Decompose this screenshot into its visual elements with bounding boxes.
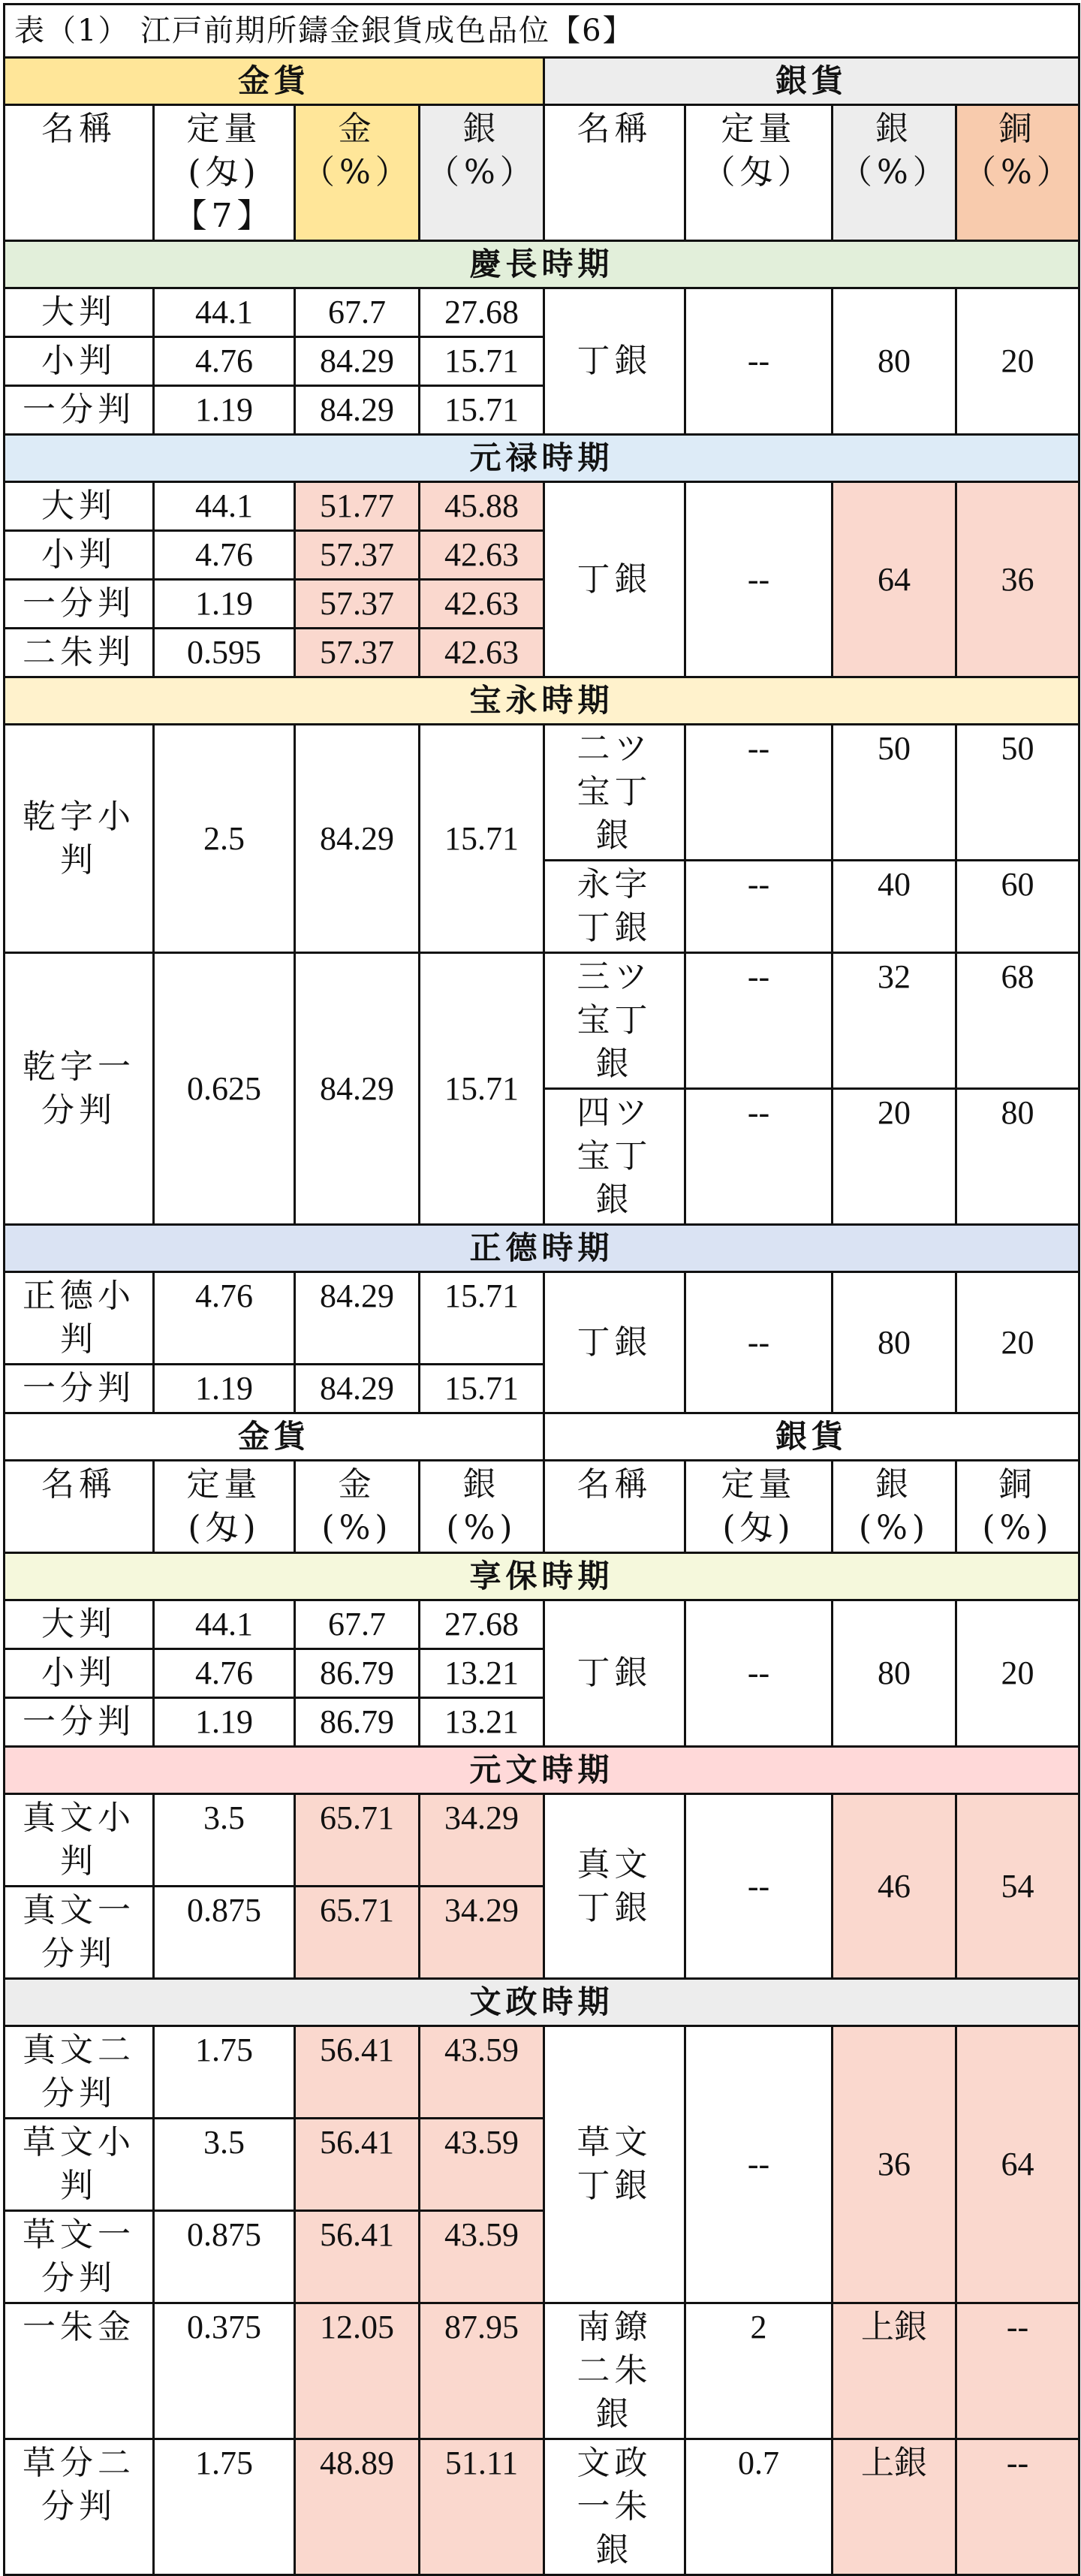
silver-coin-silver-percent: 80 (833, 1272, 956, 1413)
column-header-row (5, 105, 1079, 241)
silver-name-col-header (544, 1461, 685, 1553)
gold-coin-gold-percent: 67.7 (295, 288, 420, 337)
column-header-line: (%) (321, 1509, 393, 1547)
gold-coin-silver-percent: 45.88 (420, 482, 544, 531)
silver-coin-name: 永字丁銀 (544, 861, 685, 953)
silver-percent-col-header (833, 1461, 956, 1553)
period-band-row (5, 677, 1079, 725)
gold-coin-name: 真文小判 (5, 1794, 154, 1887)
gold-coin-weight: 1.19 (154, 386, 295, 435)
column-header-line: 名稱 (41, 1465, 116, 1504)
gold-coin-silver-percent: 43.59 (420, 2119, 544, 2211)
period-title: 元禄時期 (5, 435, 1079, 482)
gold-coin-name: 草分二分判 (5, 2439, 154, 2575)
gold-coin-gold-percent: 86.79 (295, 1698, 420, 1747)
gold-coin-name: 一朱金 (5, 2303, 154, 2439)
gold-coin-name: 小判 (5, 1649, 154, 1698)
gold-coin-name: 一分判 (5, 1698, 154, 1747)
gold-percent-col-header (295, 1461, 420, 1553)
column-header-line: (%) (858, 1509, 930, 1547)
gold-coins-header: 金貨 (5, 1413, 544, 1461)
gold-coin-gold-percent: 57.37 (295, 580, 420, 629)
gold-coin-silver-percent: 42.63 (420, 580, 544, 629)
column-header-line: 銅 (998, 110, 1037, 148)
silver-coin-weight: -- (685, 1089, 833, 1225)
silver-coin-copper-percent: 54 (956, 1794, 1079, 1979)
gold-coin-gold-percent: 57.37 (295, 531, 420, 580)
silver-coin-copper-percent: 68 (956, 953, 1079, 1089)
period-band-row (5, 1553, 1079, 1600)
coin-row (5, 288, 1079, 337)
silver-coin-silver-percent: 36 (833, 2026, 956, 2303)
column-header-line: 【7】 (173, 197, 275, 235)
coin-row (5, 2303, 1079, 2439)
period-band-row (5, 1747, 1079, 1794)
column-header-line: (匁) (722, 1509, 795, 1547)
gold-coin-gold-percent: 84.29 (295, 1272, 420, 1365)
gold-silver-percent-col-header (420, 1461, 544, 1553)
gold-coin-gold-percent: 51.77 (295, 482, 420, 531)
gold-coin-name: 小判 (5, 531, 154, 580)
gold-coin-silver-percent: 15.71 (420, 953, 544, 1225)
column-header-line: 定量 (186, 1465, 262, 1504)
period-band-row (5, 435, 1079, 482)
gold-coin-name: 一分判 (5, 1365, 154, 1413)
gold-coin-weight: 44.1 (154, 288, 295, 337)
gold-coin-name: 二朱判 (5, 629, 154, 677)
gold-coin-weight: 4.76 (154, 531, 295, 580)
silver-weight-col-header (685, 1461, 833, 1553)
copper-percent-col-header (956, 105, 1079, 241)
silver-coin-weight: -- (685, 1794, 833, 1979)
gold-coin-weight: 1.19 (154, 580, 295, 629)
silver-coin-name: 丁銀 (544, 482, 685, 677)
gold-coin-weight: 2.5 (154, 725, 295, 953)
gold-coin-gold-percent: 56.41 (295, 2211, 420, 2303)
silver-coin-copper-percent: 60 (956, 861, 1079, 953)
period-band-row (5, 1979, 1079, 2026)
column-header-line: 定量 (721, 110, 796, 148)
column-header-line: (%) (982, 1509, 1053, 1547)
gold-coin-silver-percent: 27.68 (420, 288, 544, 337)
gold-coin-name: 真文二分判 (5, 2026, 154, 2119)
table-title: 表（1） 江戸前期所鑄金銀貨成色品位【6】 (5, 5, 1079, 58)
column-header-line: (%) (446, 1509, 517, 1547)
gold-coin-gold-percent: 48.89 (295, 2439, 420, 2575)
gold-coin-weight: 1.75 (154, 2026, 295, 2119)
gold-coin-weight: 4.76 (154, 1649, 295, 1698)
currency-group-header-row (5, 58, 1079, 105)
gold-coin-weight: 4.76 (154, 337, 295, 386)
gold-coin-gold-percent: 84.29 (295, 337, 420, 386)
gold-coin-silver-percent: 51.11 (420, 2439, 544, 2575)
period-title: 元文時期 (5, 1747, 1079, 1794)
gold-coin-silver-percent: 13.21 (420, 1649, 544, 1698)
gold-coin-gold-percent: 84.29 (295, 386, 420, 435)
gold-coin-weight: 4.76 (154, 1272, 295, 1365)
silver-coin-weight: 2 (685, 2303, 833, 2439)
silver-coin-copper-percent: 20 (956, 1600, 1079, 1747)
coin-row (5, 482, 1079, 531)
silver-coin-copper-percent: 20 (956, 1272, 1079, 1413)
period-band-row (5, 1225, 1079, 1272)
period-title: 慶長時期 (5, 241, 1079, 288)
silver-coin-weight: -- (685, 1272, 833, 1413)
copper-percent-col-header (956, 1461, 1079, 1553)
period-title: 宝永時期 (5, 677, 1079, 725)
coin-row (5, 1794, 1079, 1887)
silver-coin-silver-percent: 50 (833, 725, 956, 861)
gold-coin-weight: 0.625 (154, 953, 295, 1225)
gold-silver-fineness-table (3, 3, 1080, 2576)
silver-coin-silver-percent: 80 (833, 288, 956, 435)
gold-coin-silver-percent: 42.63 (420, 629, 544, 677)
silver-coin-weight: -- (685, 288, 833, 435)
period-title: 享保時期 (5, 1553, 1079, 1600)
silver-weight-col-header (685, 105, 833, 241)
gold-coin-name: 正德小判 (5, 1272, 154, 1365)
gold-coin-gold-percent: 86.79 (295, 1649, 420, 1698)
gold-coin-silver-percent: 42.63 (420, 531, 544, 580)
silver-coin-name: 丁銀 (544, 288, 685, 435)
gold-coin-gold-percent: 56.41 (295, 2119, 420, 2211)
gold-coin-name: 草文一分判 (5, 2211, 154, 2303)
gold-coin-gold-percent: 67.7 (295, 1600, 420, 1649)
silver-coin-name: 丁銀 (544, 1600, 685, 1747)
silver-coin-weight: -- (685, 482, 833, 677)
gold-name-col-header (5, 105, 154, 241)
gold-coin-silver-percent: 43.59 (420, 2211, 544, 2303)
silver-coin-name: 真文丁銀 (544, 1794, 685, 1979)
period-title: 文政時期 (5, 1979, 1079, 2026)
gold-name-col-header (5, 1461, 154, 1553)
silver-coin-weight: -- (685, 2026, 833, 2303)
silver-coin-weight: -- (685, 1600, 833, 1747)
silver-coin-copper-percent: 64 (956, 2026, 1079, 2303)
silver-coins-header: 銀貨 (544, 58, 1079, 105)
silver-coin-silver-percent: 80 (833, 1600, 956, 1747)
silver-coin-weight: 0.7 (685, 2439, 833, 2575)
column-header-line: 定量 (721, 1465, 796, 1504)
gold-coin-silver-percent: 15.71 (420, 1365, 544, 1413)
gold-coin-name: 草文小判 (5, 2119, 154, 2211)
silver-coin-silver-percent: 40 (833, 861, 956, 953)
column-header-line: 名稱 (41, 110, 116, 148)
silver-coin-copper-percent: 36 (956, 482, 1079, 677)
column-header-line: (匁) (188, 153, 260, 192)
column-header-line: 金 (338, 1465, 376, 1504)
column-header-line: 名稱 (577, 1465, 652, 1504)
coin-row (5, 1600, 1079, 1649)
column-header-line: （匁） (702, 153, 815, 192)
gold-coin-silver-percent: 15.71 (420, 337, 544, 386)
column-header-line: 銀 (875, 110, 913, 148)
silver-coin-silver-percent: 46 (833, 1794, 956, 1979)
column-header-line: (匁) (188, 1509, 260, 1547)
silver-coin-silver-percent: 上銀 (833, 2303, 956, 2439)
gold-coin-weight: 0.595 (154, 629, 295, 677)
gold-coin-weight: 0.875 (154, 2211, 295, 2303)
gold-coin-weight: 0.375 (154, 2303, 295, 2439)
column-header-row (5, 1461, 1079, 1553)
coin-row (5, 2026, 1079, 2119)
silver-coin-silver-percent: 64 (833, 482, 956, 677)
gold-coin-silver-percent: 34.29 (420, 1887, 544, 1979)
silver-coin-copper-percent: 50 (956, 725, 1079, 861)
title-row (5, 5, 1079, 58)
gold-coin-weight: 3.5 (154, 1794, 295, 1887)
silver-coin-weight: -- (685, 861, 833, 953)
column-header-line: （%） (426, 153, 537, 192)
gold-coins-header: 金貨 (5, 58, 544, 105)
silver-coin-name: 丁銀 (544, 1272, 685, 1413)
gold-percent-col-header (295, 105, 420, 241)
gold-coin-name: 大判 (5, 1600, 154, 1649)
silver-name-col-header (544, 105, 685, 241)
column-header-line: 定量 (186, 110, 262, 148)
silver-coin-name: 四ツ宝丁銀 (544, 1089, 685, 1225)
silver-coin-silver-percent: 32 (833, 953, 956, 1089)
silver-coin-copper-percent: -- (956, 2439, 1079, 2575)
gold-coin-silver-percent: 43.59 (420, 2026, 544, 2119)
gold-coin-gold-percent: 84.29 (295, 953, 420, 1225)
column-header-line: （%） (963, 153, 1074, 192)
silver-coin-name: 三ツ宝丁銀 (544, 953, 685, 1089)
column-header-line: 銀 (462, 110, 501, 148)
gold-coin-silver-percent: 15.71 (420, 725, 544, 953)
gold-coin-silver-percent: 87.95 (420, 2303, 544, 2439)
gold-coin-silver-percent: 15.71 (420, 386, 544, 435)
gold-coin-name: 乾字小判 (5, 725, 154, 953)
gold-weight-col-header (154, 105, 295, 241)
silver-coin-silver-percent: 20 (833, 1089, 956, 1225)
column-header-line: 名稱 (577, 110, 652, 148)
coin-row (5, 725, 1079, 861)
column-header-line: 銅 (998, 1465, 1037, 1504)
gold-coin-gold-percent: 57.37 (295, 629, 420, 677)
silver-coin-copper-percent: 20 (956, 288, 1079, 435)
gold-coin-silver-percent: 27.68 (420, 1600, 544, 1649)
column-header-line: 銀 (462, 1465, 501, 1504)
gold-coin-weight: 1.19 (154, 1365, 295, 1413)
period-band-row (5, 241, 1079, 288)
column-header-line: 銀 (875, 1465, 913, 1504)
coin-row (5, 953, 1079, 1089)
gold-coin-gold-percent: 84.29 (295, 1365, 420, 1413)
silver-percent-col-header (833, 105, 956, 241)
gold-coin-weight: 1.75 (154, 2439, 295, 2575)
period-title: 正德時期 (5, 1225, 1079, 1272)
gold-coin-name: 真文一分判 (5, 1887, 154, 1979)
gold-coin-name: 一分判 (5, 580, 154, 629)
gold-coin-weight: 1.19 (154, 1698, 295, 1747)
silver-coin-weight: -- (685, 725, 833, 861)
gold-coin-gold-percent: 56.41 (295, 2026, 420, 2119)
gold-coin-name: 乾字一分判 (5, 953, 154, 1225)
silver-coin-weight: -- (685, 953, 833, 1089)
silver-coin-name: 文政一朱銀 (544, 2439, 685, 2575)
column-header-line: （%） (839, 153, 950, 192)
gold-coin-name: 大判 (5, 482, 154, 531)
silver-coin-name: 二ツ宝丁銀 (544, 725, 685, 861)
silver-coin-name: 草文丁銀 (544, 2026, 685, 2303)
silver-coins-header: 銀貨 (544, 1413, 1079, 1461)
gold-coin-gold-percent: 65.71 (295, 1887, 420, 1979)
gold-coin-weight: 0.875 (154, 1887, 295, 1979)
gold-coin-name: 一分判 (5, 386, 154, 435)
currency-group-header-row (5, 1413, 1079, 1461)
gold-coin-gold-percent: 84.29 (295, 725, 420, 953)
gold-coin-name: 小判 (5, 337, 154, 386)
coin-row (5, 1272, 1079, 1365)
gold-coin-silver-percent: 34.29 (420, 1794, 544, 1887)
gold-coin-weight: 44.1 (154, 1600, 295, 1649)
gold-coin-name: 大判 (5, 288, 154, 337)
gold-coin-gold-percent: 65.71 (295, 1794, 420, 1887)
gold-coin-silver-percent: 15.71 (420, 1272, 544, 1365)
gold-silver-percent-col-header (420, 105, 544, 241)
column-header-line: （%） (302, 153, 413, 192)
silver-coin-copper-percent: -- (956, 2303, 1079, 2439)
coin-row (5, 2439, 1079, 2575)
silver-coin-silver-percent: 上銀 (833, 2439, 956, 2575)
gold-coin-gold-percent: 12.05 (295, 2303, 420, 2439)
silver-coin-name: 南鐐二朱銀 (544, 2303, 685, 2439)
gold-coin-silver-percent: 13.21 (420, 1698, 544, 1747)
column-header-line: 金 (338, 110, 376, 148)
gold-coin-weight: 44.1 (154, 482, 295, 531)
gold-coin-weight: 3.5 (154, 2119, 295, 2211)
gold-weight-col-header (154, 1461, 295, 1553)
silver-coin-copper-percent: 80 (956, 1089, 1079, 1225)
